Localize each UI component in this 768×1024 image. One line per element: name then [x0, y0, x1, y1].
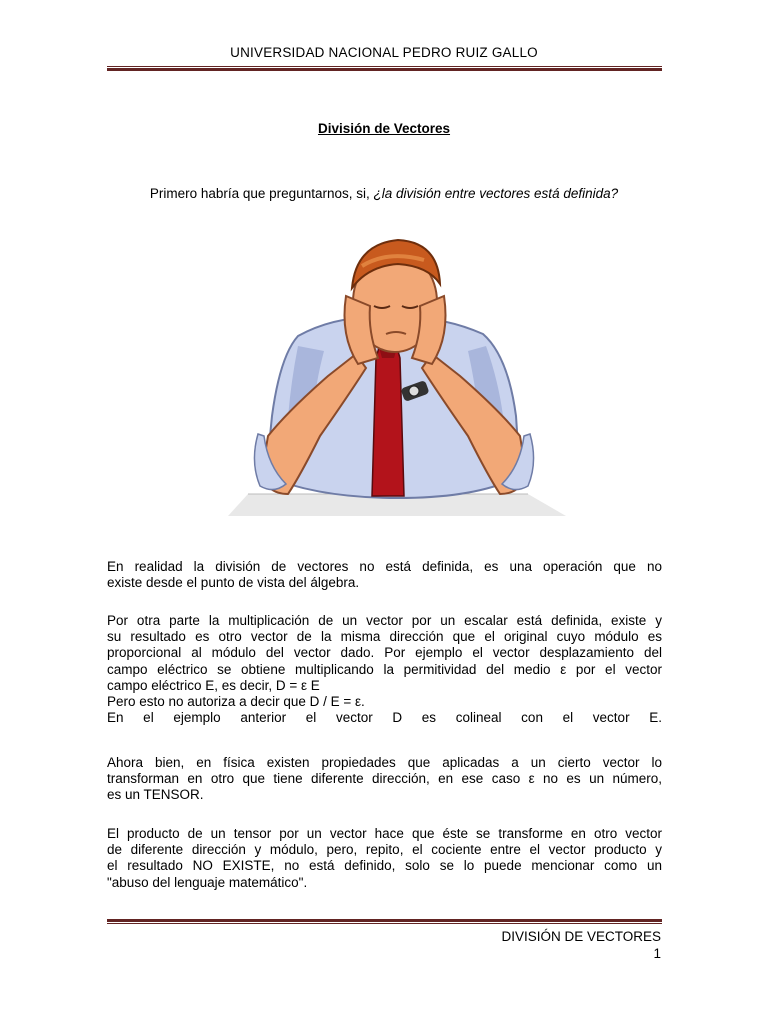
text-line: el resultado NO EXISTE, no está definido, solo se lo puede mencionar como un	[107, 858, 662, 874]
text-line: El producto de un tensor por un vector hace que éste se transforme en otro vector	[107, 826, 662, 841]
text-line: "abuso del lenguaje matemático".	[107, 874, 308, 890]
worried-man-illustration	[228, 236, 568, 520]
text-line: campo eléctrico se obtiene multiplicando la permitividad del medio ε por el vector	[107, 661, 662, 677]
text-line: Pero esto no autoriza a decir que D / E = ε.	[107, 694, 365, 710]
text-line: proporcional al módulo del vector dado. Por ejemplo el vector desplazamiento del	[107, 645, 662, 661]
paragraph-1	[107, 559, 662, 591]
text-line: de diferente dirección y módulo, pero, repito, el cociente entre el vector producto y	[107, 842, 662, 858]
paragraph-4	[107, 826, 662, 891]
text-line: existe desde el punto de vista del álgebra.	[107, 575, 360, 591]
footer-rule	[107, 919, 662, 924]
footer-section-title: DIVISIÓN DE VECTORES	[501, 929, 661, 944]
text-line: Ahora bien, en física existen propiedades que aplicadas a un cierto vector lo	[107, 755, 662, 770]
text-line: Por otra parte la multiplicación de un vector por un escalar está definida, existe y	[107, 613, 662, 628]
paragraph-3	[107, 755, 662, 804]
intro-question	[0, 186, 768, 201]
intro-italic: ¿la división entre vectores está definida?	[373, 186, 619, 201]
header-rule	[107, 66, 662, 71]
page-number: 1	[653, 946, 661, 961]
document-title: División de Vectores	[317, 121, 451, 136]
text-line: En realidad la división de vectores no está definida, es una operación que no	[107, 559, 662, 574]
paragraph-2	[107, 613, 662, 726]
text-line: En el ejemplo anterior el vector D es colineal con el vector E.	[107, 710, 662, 726]
text-line: transforman en otro que tiene diferente dirección, en ese caso ε no es un número,	[107, 771, 662, 787]
text-line: su resultado es otro vector de la misma dirección que el original cuyo módulo es	[107, 629, 662, 645]
intro-plain: Primero habría que preguntarnos, si,	[149, 186, 374, 201]
header-university: UNIVERSIDAD NACIONAL PEDRO RUIZ GALLO	[230, 45, 538, 60]
text-line: campo eléctrico E, es decir, D = ε E	[107, 677, 320, 693]
text-line: es un TENSOR.	[107, 787, 204, 803]
